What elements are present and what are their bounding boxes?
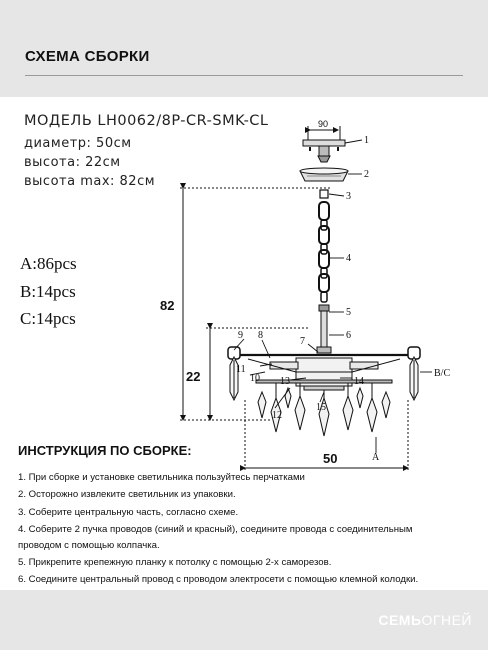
spec-diameter: диаметр: 50см bbox=[24, 136, 132, 151]
callout-6: 6 bbox=[346, 330, 351, 341]
dim-total-height-label: 82 bbox=[160, 298, 175, 313]
instruction-step: 3. Соберите центральную часть, согласно схеме. bbox=[18, 507, 239, 518]
callout-11: 11 bbox=[236, 364, 246, 375]
brand-light: ОГНЕЙ bbox=[421, 612, 472, 628]
dim-top-label: 90 bbox=[318, 119, 329, 129]
callout-14: 14 bbox=[354, 376, 364, 387]
callout-2: 2 bbox=[364, 169, 369, 180]
callout-3: 3 bbox=[346, 191, 351, 202]
callout-13: 13 bbox=[280, 376, 290, 387]
callout-8: 8 bbox=[258, 330, 263, 341]
canopy bbox=[300, 168, 348, 181]
label-a: A bbox=[372, 452, 380, 463]
callout-9: 9 bbox=[238, 330, 243, 341]
model-name: МОДЕЛЬ LH0062/8P-CR-SMK-CL bbox=[24, 113, 269, 129]
callout-5: 5 bbox=[346, 307, 351, 318]
spec-height-max: высота max: 82см bbox=[24, 174, 156, 189]
part-count-c: C:14pcs bbox=[20, 309, 76, 328]
part-count-a: A:86pcs bbox=[20, 254, 77, 273]
instruction-step: 4. Соберите 2 пучка проводов (синий и красный), соедините провода с соединительным bbox=[18, 524, 413, 535]
brand-strong: СЕМЬ bbox=[378, 612, 422, 628]
instruction-step: 5. Прикрепите крепежную планку к потолку с помощью 2-х саморезов. bbox=[18, 557, 332, 568]
instruction-step: 1. При сборке и установке светильника пользуйтесь перчатками bbox=[18, 472, 305, 483]
mounting-bracket bbox=[303, 126, 345, 162]
instructions-title: ИНСТРУКЦИЯ ПО СБОРКЕ: bbox=[18, 443, 192, 458]
ceiling-hook bbox=[320, 190, 328, 198]
label-bc: B/C bbox=[434, 368, 451, 379]
dim-body-height-label: 22 bbox=[186, 369, 201, 384]
dim-width-label: 50 bbox=[323, 451, 338, 466]
page-title: СХЕМА СБОРКИ bbox=[25, 48, 150, 65]
instruction-step: 2. Осторожно извлеките светильник из упаковки. bbox=[18, 489, 236, 500]
callout-15: 15 bbox=[316, 402, 326, 413]
callout-12: 12 bbox=[272, 410, 282, 421]
brand-logo bbox=[378, 612, 472, 628]
dimension-lines bbox=[180, 188, 408, 472]
callout-10: 10 bbox=[250, 373, 260, 384]
instruction-step: 6. Соедините центральный провод с проводом электросети с помощью клемной колодки. bbox=[18, 574, 419, 585]
center-rod bbox=[317, 305, 331, 353]
callout-4: 4 bbox=[346, 253, 351, 264]
callout-1: 1 bbox=[364, 135, 369, 146]
instruction-step: проводом с помощью колпачка. bbox=[18, 540, 160, 551]
chain bbox=[319, 202, 329, 302]
part-count-b: B:14pcs bbox=[20, 282, 76, 301]
callout-7: 7 bbox=[300, 336, 305, 347]
spec-height: высота: 22см bbox=[24, 155, 121, 170]
